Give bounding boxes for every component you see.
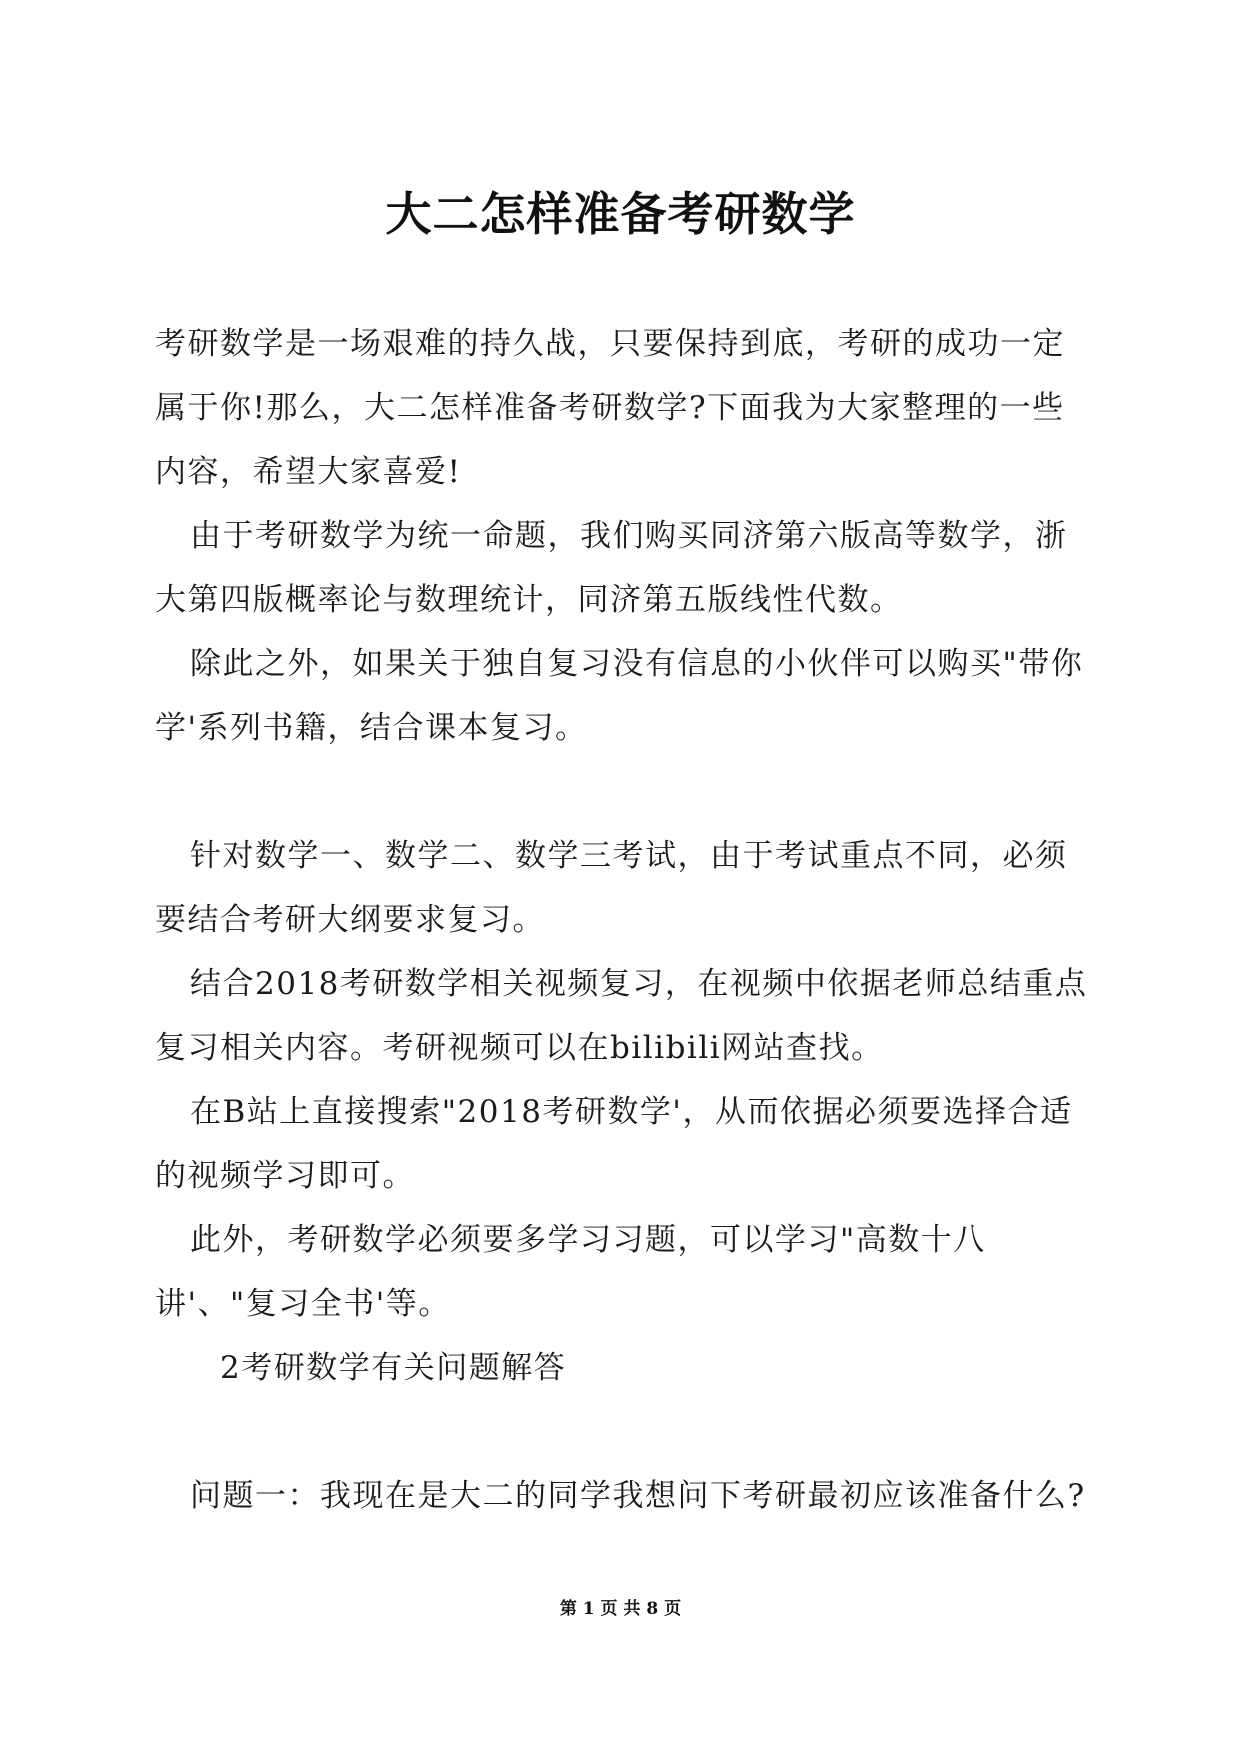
section-heading: 2考研数学有关问题解答	[220, 1350, 567, 1386]
blank-line	[155, 760, 1095, 824]
paragraph-bilibili: 在B站上直接搜索"2018考研数学'，从而依据必须要选择合适的视频学习即可。	[155, 1094, 1073, 1194]
paragraph-textbooks: 由于考研数学为统一命题，我们购买同济第六版高等数学，浙大第四版概率论与数理统计，同济第五版线性代数。	[155, 518, 1068, 618]
page-footer: 第 1 页 共 8 页	[559, 1599, 682, 1619]
intro-paragraph: 考研数学是一场艰难的持久战，只要保持到底，考研的成功一定属于你!那么，大二怎样准备考研数学?下面我为大家整理的一些内容，希望大家喜爱!	[155, 326, 1065, 490]
paragraph-videos: 结合2018考研数学相关视频复习，在视频中依据老师总结重点复习相关内容。考研视频可以在bilibili网站查找。	[155, 966, 1088, 1066]
document-body	[155, 312, 1095, 1528]
paragraph-exercises: 此外，考研数学必须要多学习习题，可以学习"高数十八讲'、"复习全书'等。	[155, 1222, 986, 1322]
blank-line	[155, 1400, 1095, 1464]
document-title: 大二怎样准备考研数学	[385, 187, 856, 241]
paragraph-extra-books: 除此之外，如果关于独自复习没有信息的小伙伴可以购买"带你学'系列书籍，结合课本复习。	[155, 646, 1084, 746]
paragraph-syllabus: 针对数学一、数学二、数学三考试，由于考试重点不同，必须要结合考研大纲要求复习。	[155, 838, 1068, 938]
paragraph-question-one: 问题一：我现在是大二的同学我想问下考研最初应该准备什么?	[190, 1478, 1086, 1514]
